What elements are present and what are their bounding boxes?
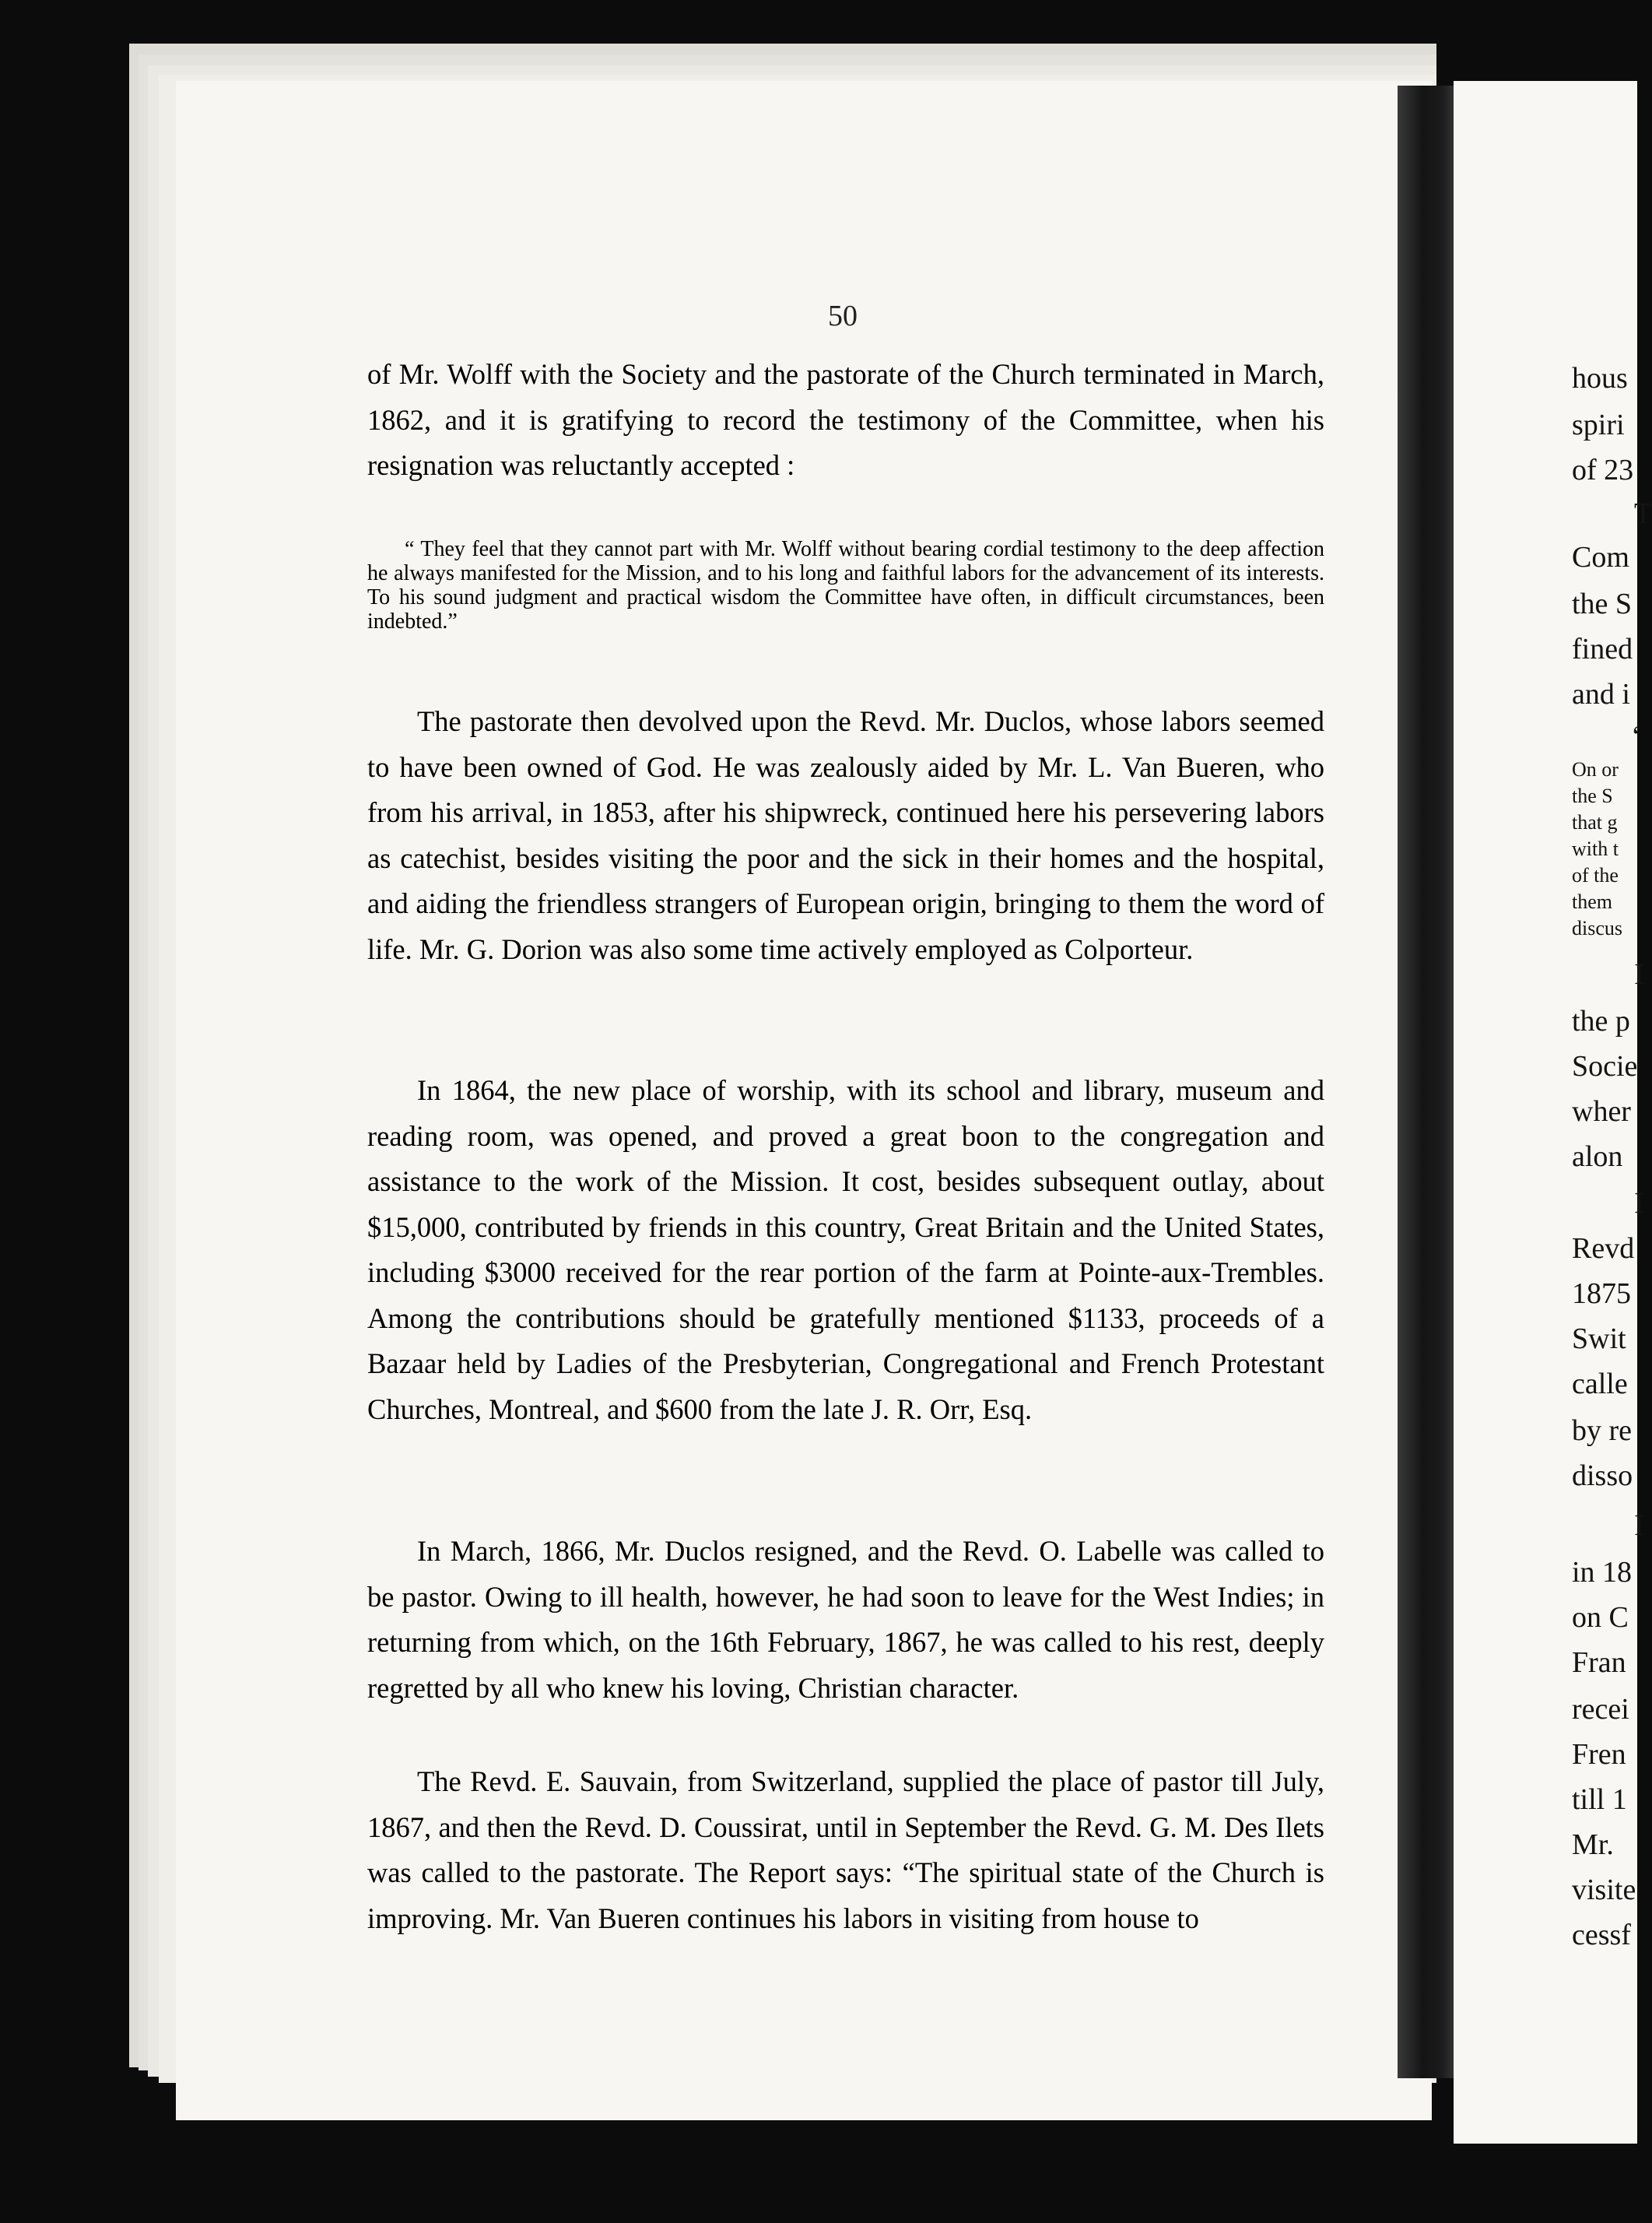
page-number: 50 <box>828 300 858 332</box>
facing-page <box>1454 81 1652 2144</box>
facing-fragment: and i <box>1572 678 1630 711</box>
facing-fragment: ‘ <box>1631 720 1641 753</box>
paragraph-text: of Mr. Wolff with the Society and the pastorate of the Church terminated in March, 1862, and it is gratifying to record the testimony of the Committee, when his resignation was reluctantly accepted : <box>367 358 1324 481</box>
facing-fragment: I <box>1634 958 1644 991</box>
paragraph-text: In March, 1866, Mr. Duclos resigned, and the Revd. O. Labelle was called to be pastor. Owing to ill health, however, he had soon to leave for the West Indies; in returning from which, on the 16th February, 1867, he was called to his rest, deeply regretted by all who knew his loving, Christian character. <box>367 1535 1324 1704</box>
facing-fragment: them <box>1572 890 1612 913</box>
paragraph-text: The pastorate then devolved upon the Revd. Mr. Duclos, whose labors seemed to have been owned of God. He was zealously aided by Mr. L. Van Bueren, who from his arrival, in 1853, after his shipwreck, continued here his persevering labors as catechist, besides visiting the poor and the sick in their homes and the hospital, and aiding the friendless strangers of European origin, bringing to them the word of life. Mr. G. Dorion was also some time actively employed as Colporteur. <box>367 705 1324 965</box>
facing-fragment: hous <box>1572 362 1628 395</box>
facing-fragment: with t <box>1572 838 1619 860</box>
facing-fragment: Fren <box>1572 1738 1626 1771</box>
block-quote <box>367 537 1324 634</box>
facing-fragment: wher <box>1572 1095 1631 1128</box>
facing-fragment: fined <box>1572 633 1633 665</box>
facing-fragment: cessf <box>1572 1919 1631 1951</box>
facing-fragment: the S <box>1572 785 1613 807</box>
paragraph <box>367 352 1324 489</box>
facing-fragment: in 18 <box>1572 1556 1633 1589</box>
facing-fragment: I <box>1634 1509 1644 1542</box>
facing-fragment: discus <box>1572 917 1622 939</box>
facing-fragment: visite <box>1572 1874 1636 1906</box>
facing-fragment: Mr. <box>1572 1828 1614 1861</box>
facing-fragment: Com <box>1572 541 1629 574</box>
facing-fragment: Revd <box>1572 1232 1635 1265</box>
quote-text: “ They feel that they cannot part with Mr. Wolff without bearing cordial testimony to the deep affection he always manifested for the Mission, and to his long and faithful labors for the advancement of its interests. To his sound judgment and practical wisdom the Committee have often, in difficult circumstances, been indebted.” <box>367 537 1324 634</box>
facing-fragment: On or <box>1572 758 1619 781</box>
facing-fragment: till 1 <box>1572 1783 1627 1816</box>
facing-fragment: disso <box>1572 1459 1633 1492</box>
book-gutter <box>1398 86 1460 2078</box>
facing-fragment: 1875 <box>1572 1277 1631 1310</box>
facing-fragment: of 23 <box>1572 454 1634 486</box>
facing-fragment: calle <box>1572 1368 1628 1400</box>
facing-fragment: the p <box>1572 1005 1630 1038</box>
paragraph-text: The Revd. E. Sauvain, from Switzerland, supplied the place of pastor till July, 1867, and then the Revd. D. Coussirat, until in September the Revd. G. M. Des Ilets was called to the pastorate. The Report says: “The spiritual state of the Church is improving. Mr. Van Bueren continues his labors in visiting from house to <box>367 1765 1324 1934</box>
paragraph <box>367 1759 1324 1941</box>
facing-fragment: spiri <box>1572 409 1625 441</box>
facing-fragment: recei <box>1572 1693 1629 1726</box>
facing-fragment: Socie <box>1572 1050 1638 1083</box>
paragraph <box>367 699 1324 972</box>
paragraph-text: In 1864, the new place of worship, with its school and library, museum and reading room, was opened, and proved a great boon to the congregation and assistance to the work of the Mission. It cost, besides subsequent outlay, about $15,000, contributed by friends in this country, Great Britain and the United States, including $3000 received for the rear portion of the farm at Pointe-aux-Trembles. Among the contributions should be gratefully mentioned $1133, proceeds of a Bazaar held by Ladies of the Presbyterian, Congregational and French Protestant Churches, Montreal, and $600 from the late J. R. Orr, Esq. <box>367 1074 1324 1425</box>
paragraph <box>367 1529 1324 1711</box>
facing-fragment: by re <box>1572 1414 1633 1447</box>
paragraph <box>367 1068 1324 1432</box>
facing-fragment: Fran <box>1572 1646 1626 1679</box>
facing-fragment: that g <box>1572 811 1618 834</box>
facing-fragment: T <box>1634 497 1652 530</box>
facing-fragment: alon <box>1572 1140 1623 1173</box>
facing-fragment: on C <box>1572 1601 1629 1634</box>
facing-fragment: Swit <box>1572 1322 1626 1355</box>
facing-fragment: of the <box>1572 864 1619 887</box>
facing-fragment: the S <box>1572 588 1633 620</box>
facing-fragment: I <box>1634 1187 1644 1220</box>
